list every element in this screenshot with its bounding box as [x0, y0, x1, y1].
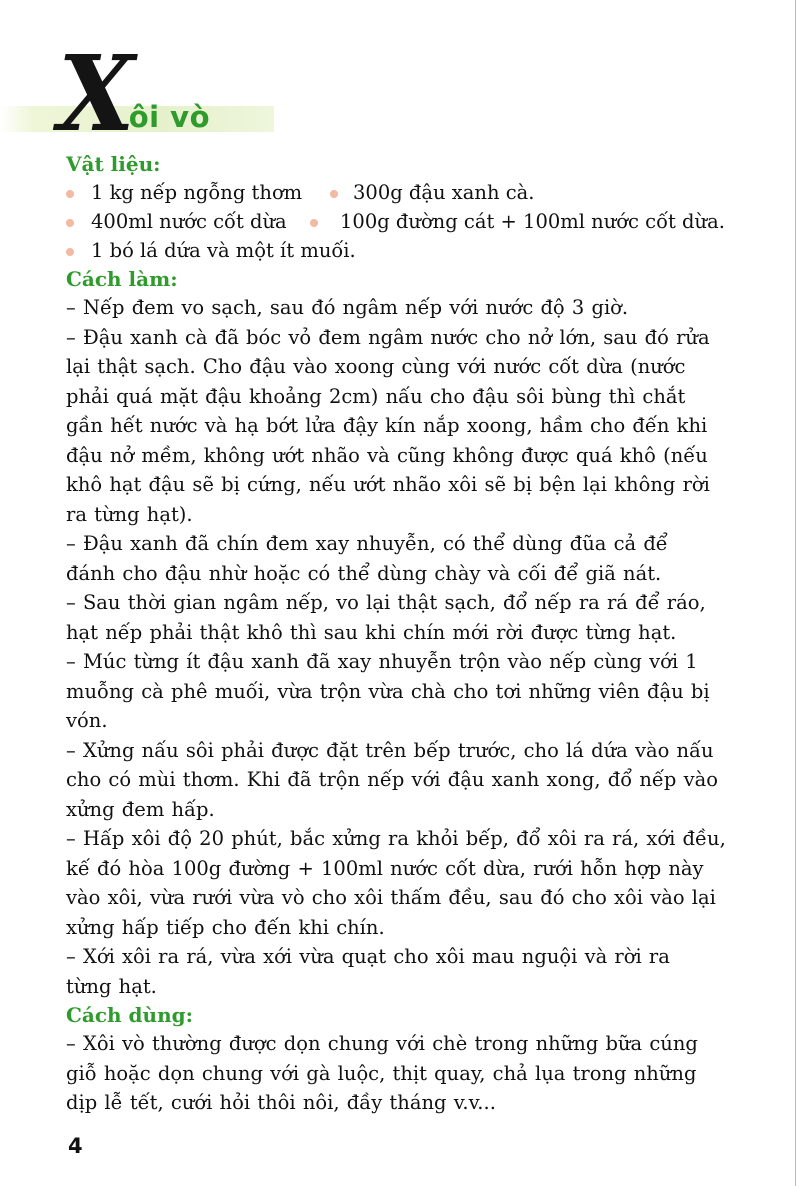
ingredient-row: [66, 178, 766, 207]
text-line: – Xôi vò thường được dọn chung với chè trong những bữa cúng: [66, 1032, 698, 1055]
method-step: [66, 529, 766, 588]
text-line: cho có mùi thơm. Khi đã trộn nếp với đậu xanh xong, đổ nếp vào: [66, 768, 718, 791]
text-line: giỗ hoặc dọn chung với gà luộc, thịt quay, chả lụa trong những: [66, 1061, 697, 1085]
text-line: – Đậu xanh đã chín đem xay nhuyễn, có thể dùng đũa cả để: [66, 532, 668, 555]
ingredient-item: 300g đậu xanh cà.: [353, 181, 535, 204]
text-line: gần hết nước và hạ bớt lửa đậy kín nắp xoong, hầm cho đến khi: [66, 414, 708, 437]
text-line: hạt nếp phải thật khô thì sau khi chín mới rời được từng hạt.: [66, 620, 677, 644]
text-line: – Xới xôi ra rá, vừa xới vừa quạt cho xôi mau nguội và rời ra: [66, 945, 670, 968]
method-step: [66, 647, 766, 736]
text-line: dịp lễ tết, cưới hỏi thôi nôi, đầy tháng v.v...: [66, 1091, 496, 1114]
materials-heading: Vật liệu:: [66, 152, 161, 176]
usage-heading: Cách dùng:: [66, 1003, 193, 1027]
bullet-icon: [310, 219, 318, 227]
ingredient-item: 400ml nước cốt dừa: [91, 210, 287, 233]
method-steps: [66, 293, 766, 1001]
usage-section: [66, 1001, 766, 1118]
text-line: xửng hấp tiếp cho đến khi chín.: [66, 915, 385, 939]
page-number: 4: [68, 1134, 83, 1158]
text-line: – Hấp xôi độ 20 phút, bắc xửng ra khỏi bếp, đổ xôi ra rá, xới đều,: [66, 827, 726, 850]
text-line: vón.: [66, 709, 108, 732]
text-line: – Xửng nấu sôi phải được đặt trên bếp trước, cho lá dứa vào nấu: [66, 738, 714, 762]
ingredient-item: 100g đường cát + 100ml nước cốt dừa.: [340, 210, 725, 233]
method-section: [66, 265, 766, 1001]
recipe-content: [66, 150, 766, 1118]
text-line: đậu nở mềm, không ướt nhão và cũng không được quá khô (nếu: [66, 443, 708, 467]
title-text: ôi vò: [128, 100, 210, 134]
text-line: lại thật sạch. Cho đậu vào xoong cùng với nước cốt dừa (nước: [66, 355, 686, 378]
page-edge-line: [795, 0, 796, 1186]
method-step: [66, 323, 766, 530]
bullet-icon: [330, 190, 338, 198]
text-line: – Đậu xanh cà đã bóc vỏ đem ngâm nước cho nở lớn, sau đó rửa: [66, 325, 710, 349]
text-line: – Sau thời gian ngâm nếp, vo lại thật sạch, đổ nếp ra rá để ráo,: [66, 591, 706, 614]
bullet-icon: [66, 190, 74, 198]
text-line: – Múc từng ít đậu xanh đã xay nhuyễn trộn vào nếp cùng với 1: [66, 650, 698, 673]
text-line: phải quá mặt đậu khoảng 2cm) nấu cho đậu sôi bùng thì chắt: [66, 384, 686, 408]
method-step: [66, 942, 766, 1001]
method-heading: Cách làm:: [66, 267, 178, 291]
ingredient-row: [66, 236, 766, 265]
recipe-title: [56, 32, 210, 155]
text-line: muỗng cà phê muối, vừa trộn vừa chà cho tơi những viên đậu bị: [66, 679, 710, 703]
ingredient-item: 1 bó lá dứa và một ít muối.: [91, 239, 356, 262]
text-line: vào xôi, vừa rưới vừa vò cho xôi thấm đều, sau đó cho xôi vào lại: [66, 886, 716, 909]
text-line: đánh cho đậu nhừ hoặc có thể dùng chày và cối để giã nát.: [66, 561, 662, 585]
text-line: từng hạt.: [66, 974, 157, 998]
method-step: [66, 824, 766, 942]
ingredient-item: 1 kg nếp ngỗng thơm: [91, 181, 303, 204]
usage-paragraph: [66, 1029, 766, 1118]
text-line: kế đó hòa 100g đường + 100ml nước cốt dừa, rưới hỗn hợp này: [66, 856, 704, 880]
bullet-icon: [66, 219, 74, 227]
bullet-icon: [66, 248, 74, 256]
materials-section: [66, 150, 766, 265]
text-line: ra từng hạt).: [66, 502, 193, 526]
method-step: [66, 588, 766, 647]
method-step: [66, 293, 766, 323]
text-line: xửng đem hấp.: [66, 797, 215, 821]
ingredient-row: [66, 207, 766, 236]
text-line: – Nếp đem vo sạch, sau đó ngâm nếp với nước độ 3 giờ.: [66, 296, 629, 319]
text-line: khô hạt đậu sẽ bị cứng, nếu ướt nhão xôi sẽ bị bện lại không rời: [66, 473, 710, 496]
title-drop-cap: X: [57, 32, 133, 155]
method-step: [66, 736, 766, 825]
